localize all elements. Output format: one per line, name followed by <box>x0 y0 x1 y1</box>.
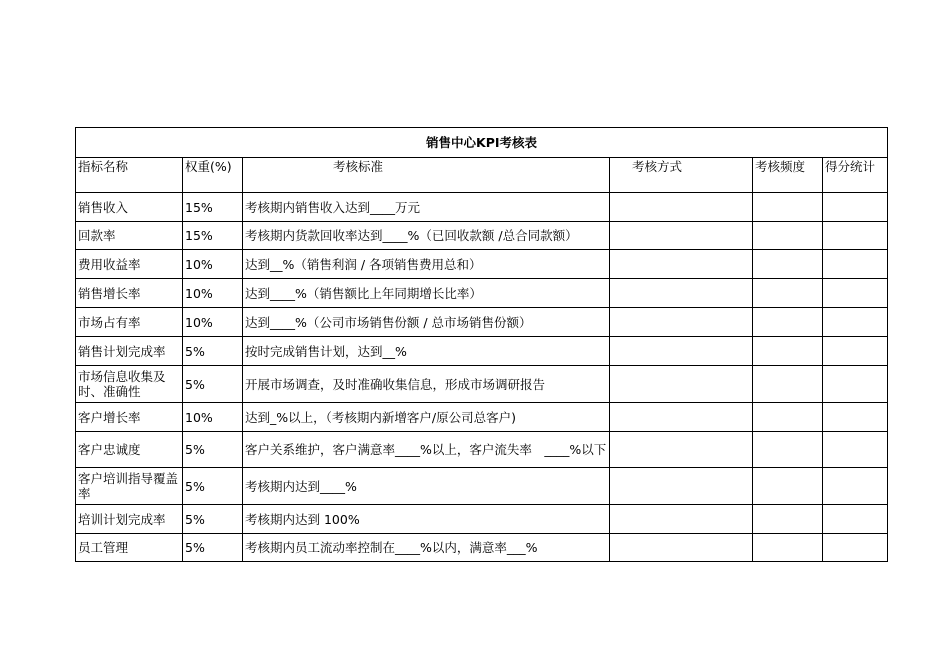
row-weight: 10% <box>183 279 243 308</box>
row-method-cell[interactable] <box>610 534 753 562</box>
header-method: 考核方式 <box>610 158 753 193</box>
row-weight: 5% <box>183 505 243 534</box>
row-standard: 按时完成销售计划，达到__% <box>243 337 610 366</box>
table-row <box>76 222 888 250</box>
row-method-cell[interactable] <box>610 337 753 366</box>
row-score-cell[interactable] <box>823 403 888 432</box>
row-score-cell[interactable] <box>823 534 888 562</box>
table-row <box>76 468 888 505</box>
row-name: 销售收入 <box>76 193 183 222</box>
row-weight: 15% <box>183 222 243 250</box>
header-score: 得分统计 <box>823 158 888 193</box>
row-weight: 5% <box>183 534 243 562</box>
row-method-cell[interactable] <box>610 468 753 505</box>
table-row <box>76 432 888 468</box>
kpi-table <box>75 127 888 562</box>
row-score-cell[interactable] <box>823 432 888 468</box>
row-name: 销售增长率 <box>76 279 183 308</box>
row-name: 客户培训指导覆盖率 <box>76 468 183 505</box>
table-row <box>76 250 888 279</box>
row-weight: 5% <box>183 432 243 468</box>
header-weight: 权重(%) <box>183 158 243 193</box>
table-title: 销售中心KPI考核表 <box>76 128 888 158</box>
row-weight: 10% <box>183 403 243 432</box>
row-frequency-cell[interactable] <box>753 432 823 468</box>
row-standard: 达到__%（销售利润 / 各项销售费用总和） <box>243 250 610 279</box>
row-score-cell[interactable] <box>823 468 888 505</box>
row-weight: 5% <box>183 337 243 366</box>
table-row <box>76 337 888 366</box>
row-score-cell[interactable] <box>823 308 888 337</box>
row-weight: 5% <box>183 468 243 505</box>
row-score-cell[interactable] <box>823 279 888 308</box>
row-score-cell[interactable] <box>823 193 888 222</box>
row-standard: 考核期内达到 100% <box>243 505 610 534</box>
row-score-cell[interactable] <box>823 505 888 534</box>
row-frequency-cell[interactable] <box>753 308 823 337</box>
row-score-cell[interactable] <box>823 337 888 366</box>
row-method-cell[interactable] <box>610 250 753 279</box>
row-frequency-cell[interactable] <box>753 193 823 222</box>
row-method-cell[interactable] <box>610 505 753 534</box>
row-method-cell[interactable] <box>610 308 753 337</box>
table-row <box>76 366 888 403</box>
row-frequency-cell[interactable] <box>753 468 823 505</box>
row-standard: 考核期内员工流动率控制在____%以内，满意率___% <box>243 534 610 562</box>
row-standard: 达到____%（公司市场销售份额 / 总市场销售份额） <box>243 308 610 337</box>
table-row <box>76 505 888 534</box>
row-name: 培训计划完成率 <box>76 505 183 534</box>
row-score-cell[interactable] <box>823 250 888 279</box>
row-method-cell[interactable] <box>610 193 753 222</box>
row-name: 员工管理 <box>76 534 183 562</box>
row-score-cell[interactable] <box>823 366 888 403</box>
row-name: 客户忠诚度 <box>76 432 183 468</box>
row-standard: 客户关系维护，客户满意率____%以上，客户流失率 ____%以下 <box>243 432 610 468</box>
row-standard: 考核期内销售收入达到____万元 <box>243 193 610 222</box>
row-name: 市场信息收集及时、准确性 <box>76 366 183 403</box>
row-name: 回款率 <box>76 222 183 250</box>
row-frequency-cell[interactable] <box>753 250 823 279</box>
row-frequency-cell[interactable] <box>753 337 823 366</box>
table-row <box>76 193 888 222</box>
row-weight: 10% <box>183 308 243 337</box>
header-frequency: 考核频度 <box>753 158 823 193</box>
row-frequency-cell[interactable] <box>753 222 823 250</box>
table-row <box>76 279 888 308</box>
row-frequency-cell[interactable] <box>753 505 823 534</box>
row-standard: 考核期内货款回收率达到____%（已回收款额 /总合同款额） <box>243 222 610 250</box>
row-frequency-cell[interactable] <box>753 366 823 403</box>
table-row <box>76 534 888 562</box>
header-row <box>76 158 888 193</box>
row-standard: 达到_%以上，（考核期内新增客户/原公司总客户) <box>243 403 610 432</box>
row-standard: 考核期内达到____% <box>243 468 610 505</box>
row-method-cell[interactable] <box>610 222 753 250</box>
row-name: 销售计划完成率 <box>76 337 183 366</box>
header-standard: 考核标准 <box>243 158 610 193</box>
row-frequency-cell[interactable] <box>753 403 823 432</box>
row-frequency-cell[interactable] <box>753 279 823 308</box>
row-name: 费用收益率 <box>76 250 183 279</box>
header-name: 指标名称 <box>76 158 183 193</box>
row-name: 市场占有率 <box>76 308 183 337</box>
table-row <box>76 308 888 337</box>
row-standard: 达到____%（销售额比上年同期增长比率） <box>243 279 610 308</box>
row-method-cell[interactable] <box>610 403 753 432</box>
row-score-cell[interactable] <box>823 222 888 250</box>
row-method-cell[interactable] <box>610 279 753 308</box>
row-name: 客户增长率 <box>76 403 183 432</box>
row-method-cell[interactable] <box>610 366 753 403</box>
row-frequency-cell[interactable] <box>753 534 823 562</box>
row-method-cell[interactable] <box>610 432 753 468</box>
row-weight: 10% <box>183 250 243 279</box>
row-weight: 5% <box>183 366 243 403</box>
row-standard: 开展市场调查，及时准确收集信息，形成市场调研报告 <box>243 366 610 403</box>
table-row <box>76 403 888 432</box>
row-weight: 15% <box>183 193 243 222</box>
